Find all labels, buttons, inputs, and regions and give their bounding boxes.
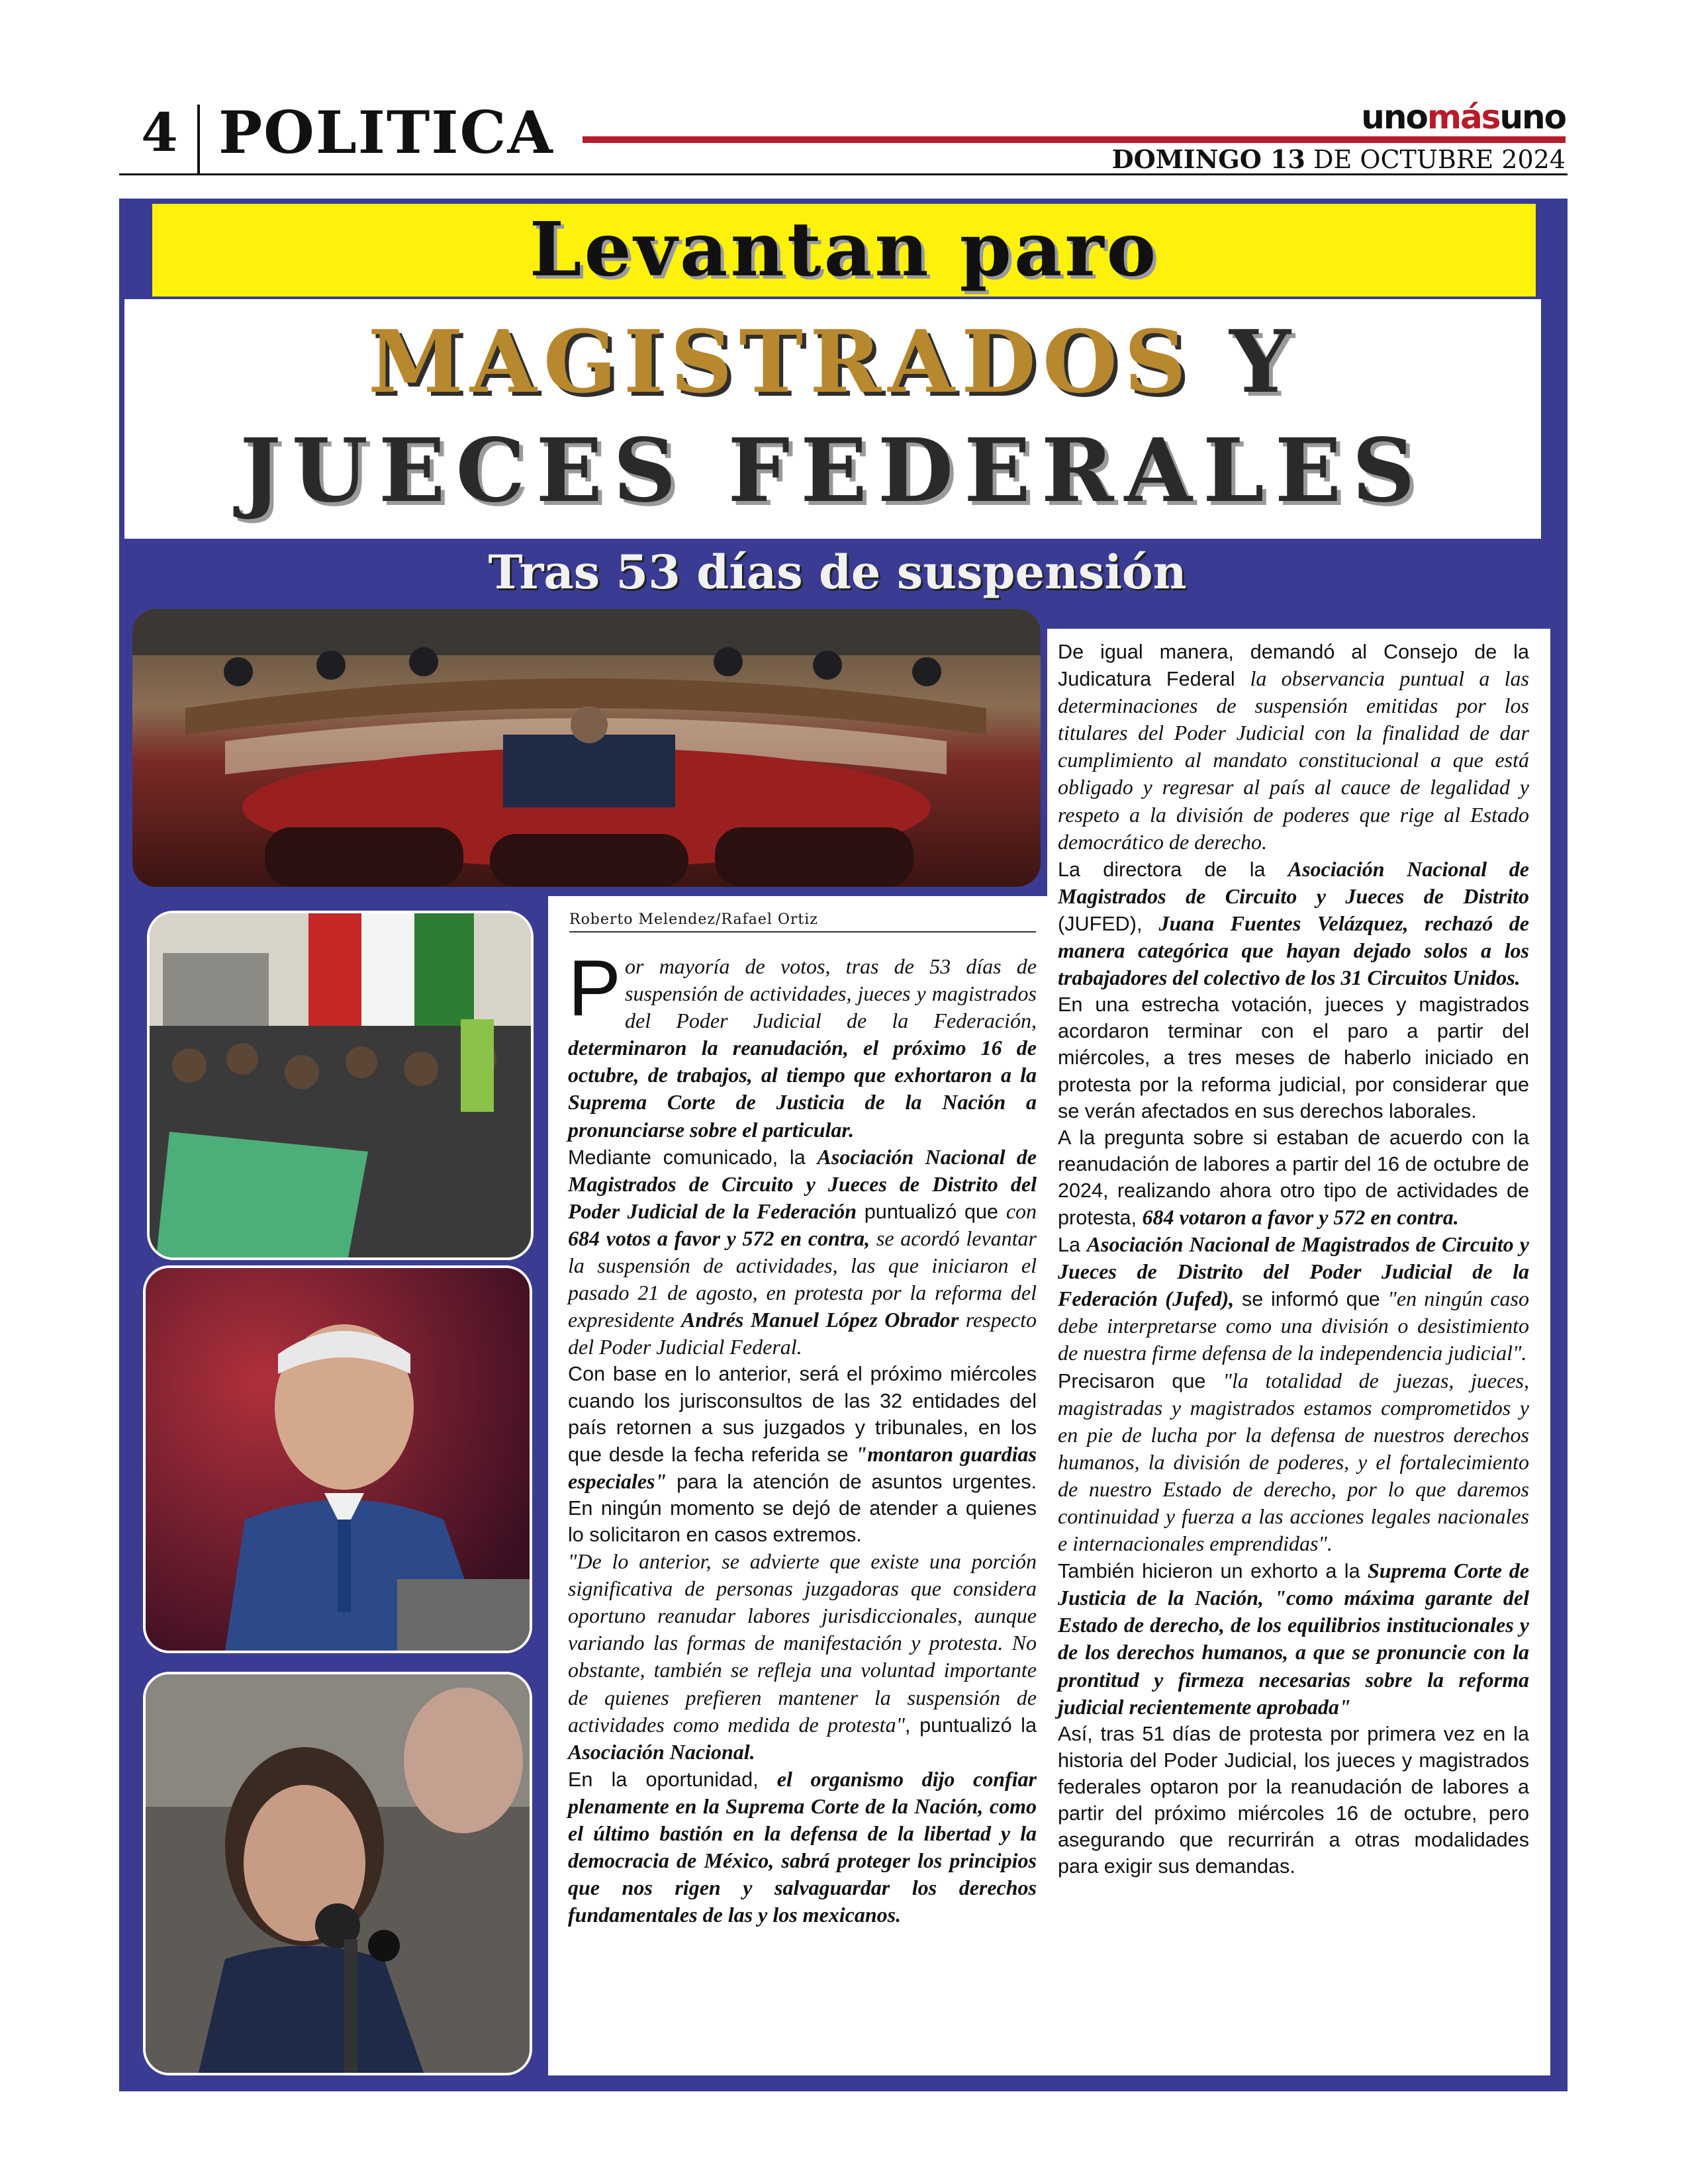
drop-cap: P [568, 944, 622, 1032]
paragraph-2-part-1: Mediante comunicado, la [568, 1146, 818, 1169]
paragraph-10-part-3: se informó que [1234, 1288, 1388, 1311]
protest-photo-icon [150, 913, 531, 1257]
paragraph-2-part-3: puntualizó que [857, 1200, 1006, 1223]
paragraph-12 [1058, 1557, 1529, 1721]
paragraph-4-part-2: , puntualizó la [905, 1713, 1037, 1737]
headline-line-1 [124, 312, 1541, 412]
paragraph-11-part-2: "la totalidad de juezas, jueces, magistradas y magistrados estamos comprometidos y en pie de lucha por la defensa de nuestros derechos humanos, la división de poderes, y el fortalecimiento de nuestro Estado de derecho, por lo que daremos continuidad y fuerza a las acciones legales nacionales e internacionales emprendidas". [1058, 1368, 1529, 1556]
page-number: 4 [141, 101, 178, 163]
paragraph-5 [568, 1766, 1037, 1929]
paragraph-7-part-1: La directora de la [1058, 858, 1288, 881]
paragraph-3 [568, 1361, 1037, 1548]
paragraph-12-part-2: Suprema Corte de Justicia de la Nación, [1058, 1559, 1529, 1610]
paragraph-2 [568, 1144, 1037, 1361]
issue-date-month: DE OCTUBRE 2024 [1305, 145, 1566, 174]
header-red-rule [583, 136, 1566, 143]
paragraph-8: En una estrecha votación, jueces y magistrados acordaron terminar con el paro a partir del miércoles, a tres meses de haberlo iniciado en protesta por la reforma judicial, por considerar que se verán afectados en sus derechos laborales. [1058, 993, 1529, 1122]
court-photo-icon [132, 609, 1041, 887]
headline-box [124, 299, 1541, 539]
paragraph-7 [1058, 856, 1529, 991]
headline-gold-word: MAGISTRADOS [367, 311, 1193, 412]
paragraph-9-part-2: 684 votaron a favor y 572 en contra. [1142, 1205, 1459, 1229]
paragraph-9 [1058, 1124, 1529, 1231]
section-title: POLITICA [218, 98, 554, 167]
article-column-right [1058, 639, 1529, 1880]
paragraph-5-part-2: el organismo dijo confiar plenamente en la Suprema Corte de la Nación, como el último bastión en la defensa de la libertad y la democracia de México, sabrá proteger los principios que nos rigen y salvaguardar los derechos fundamentales de las y los mexicanos. [568, 1766, 1037, 1927]
paragraph-2-part-2: Asociación Nacional de Magistrados de Circuito y Jueces de Distrito del Poder Judicial de la Federación [568, 1144, 1037, 1223]
header-separator [197, 105, 200, 175]
paragraph-13: Así, tras 51 días de protesta por primera vez en la historia del Poder Judicial, los jueces y magistrados federales optaron por la reanudación de labores a partir del próximo miércoles 16 de octubre, pero asegurando que recurrirán a otras modalidades para exigir sus demandas. [1058, 1722, 1529, 1878]
court-photo [132, 609, 1041, 887]
logo-uno-2: uno [1499, 98, 1566, 136]
paragraph-1-intro: or mayoría de votos, tras de 53 días de suspensión de actividades, jueces y magistrados del Poder Judicial de la Federación, [625, 954, 1037, 1033]
paragraph-4-quote: "De lo anterior, se advierte que existe una porción significativa de personas juzgadoras que considera oportuno reanudar labores jurisdiccionales, aunque variando las formas de manifestación y protesta. No obstante, también se refleja una voluntad importante de quienes prefieren mantener la suspensión de actividades como medida de protesta" [568, 1549, 1037, 1737]
paragraph-2-part-4: con [1006, 1199, 1037, 1223]
paragraph-2-part-5: 684 votos a favor y 572 en contra, [568, 1226, 870, 1250]
paragraph-11 [1058, 1367, 1529, 1558]
paragraph-6 [1058, 639, 1529, 856]
paragraph-10-part-2: Asociación Nacional de Magistrados de Circuito y Jueces de Distrito del Poder Judicial de la Federación (Jufed), [1058, 1232, 1530, 1311]
speaker-photo-icon [146, 1268, 530, 1651]
press-photo [143, 1672, 532, 2075]
press-photo-icon [146, 1674, 530, 2073]
issue-date-day: DOMINGO 13 [1111, 144, 1305, 174]
newspaper-logo[interactable] [1324, 98, 1566, 136]
paragraph-6-part-1: De igual manera, demandó al Consejo de la Judicatura Federal [1058, 641, 1529, 691]
paragraph-7-part-4: Juana Fuentes Velázquez, rechazó de manera categórica que hayan dejado solos a los trabajadores del colectivo de los 31 Circuitos Unidos. [1058, 911, 1529, 990]
paragraph-10-part-4: "en ningún caso debe interpretarse como una división o desistimiento de nuestra firme defensa de la independencia judicial". [1058, 1287, 1530, 1365]
protest-photo [147, 911, 534, 1260]
paragraph-5-part-1: En la oportunidad, [568, 1768, 777, 1791]
paragraph-4 [568, 1548, 1037, 1766]
headline-conjunction: Y [1192, 311, 1298, 412]
speaker-photo [143, 1265, 532, 1653]
paragraph-3-part-1: Con base en lo anterior, será el próximo miércoles cuando los jurisconsultos de las 32 entidades del país retornen a sus juzgados y tribunales, en los que desde la fecha referida se [568, 1363, 1037, 1466]
paragraph-1-emphasis: determinaron la reanudación, el próximo 16 de octubre, de trabajos, al tiempo que exhortaron a la Suprema Corte de Justicia de la Nación a pronunciarse sobre el particular. [568, 1036, 1037, 1142]
paragraph-12-part-1: También hicieron un exhorto a la [1058, 1560, 1368, 1583]
headline-line-2: JUECES FEDERALES [240, 420, 1426, 522]
paragraph-2-part-8: respecto del Poder Judicial Federal. [568, 1308, 1037, 1359]
paragraph-2-part-6: se acordó levantar la suspensión de actividades, las que iniciaron el pasado 21 de agosto, en protesta por la reforma del expresidente [568, 1226, 1037, 1332]
headline-kicker: Levantan paro [152, 204, 1536, 296]
article-column-left [568, 944, 1037, 1929]
paragraph-7-part-3: (JUFED), [1058, 912, 1159, 935]
paragraph-12-part-3: "como máxima garante del Estado de derecho, de los equilibrios institucionales y de los derechos humanos, a que se pronuncie con la prontitud y firmeza necesarias sobre la reforma judicial recientemente aprobada" [1058, 1586, 1530, 1719]
paragraph-10-part-1: La [1058, 1234, 1087, 1257]
paragraph-2-part-7: Andrés Manuel López Obrador [681, 1308, 959, 1332]
paragraph-1 [568, 944, 1037, 1144]
byline: Roberto Melendez/Rafael Ortiz [569, 910, 1036, 933]
subheadline: Tras 53 días de suspensión [488, 545, 1187, 600]
paragraph-7-part-2: Asociación Nacional de Magistrados de Circuito y Jueces de Distrito [1058, 856, 1529, 908]
paragraph-10 [1058, 1231, 1529, 1367]
logo-uno-1: uno [1361, 98, 1427, 136]
paragraph-9-part-1: A la pregunta sobre si estaban de acuerdo con la reanudación de labores a partir del 16 de octubre de 2024, realizando ahora otro tipo de actividades de protesta, [1058, 1126, 1529, 1229]
issue-date [1072, 144, 1566, 175]
paragraph-6-part-2: la observancia puntual a las determinaciones de suspensión emitidas por los titulares del Poder Judicial con la finalidad de dar cumplimiento al mandato constitucional a que está obligado y regresar al país al cauce de legalidad y respeto a la división de poderes que rige al Estado democrático de derecho. [1058, 666, 1529, 854]
paragraph-3-part-3: para la atención de asuntos urgentes. En ningún momento se dejó de atender a quienes lo solicitaron en casos extremos. [568, 1470, 1037, 1546]
paragraph-3-part-2: "montaron guardias especiales" [568, 1441, 1037, 1493]
paragraph-4-part-3: Asociación Nacional. [568, 1739, 755, 1764]
paragraph-11-part-1: Precisaron que [1058, 1369, 1223, 1392]
logo-mas: más [1427, 98, 1500, 136]
